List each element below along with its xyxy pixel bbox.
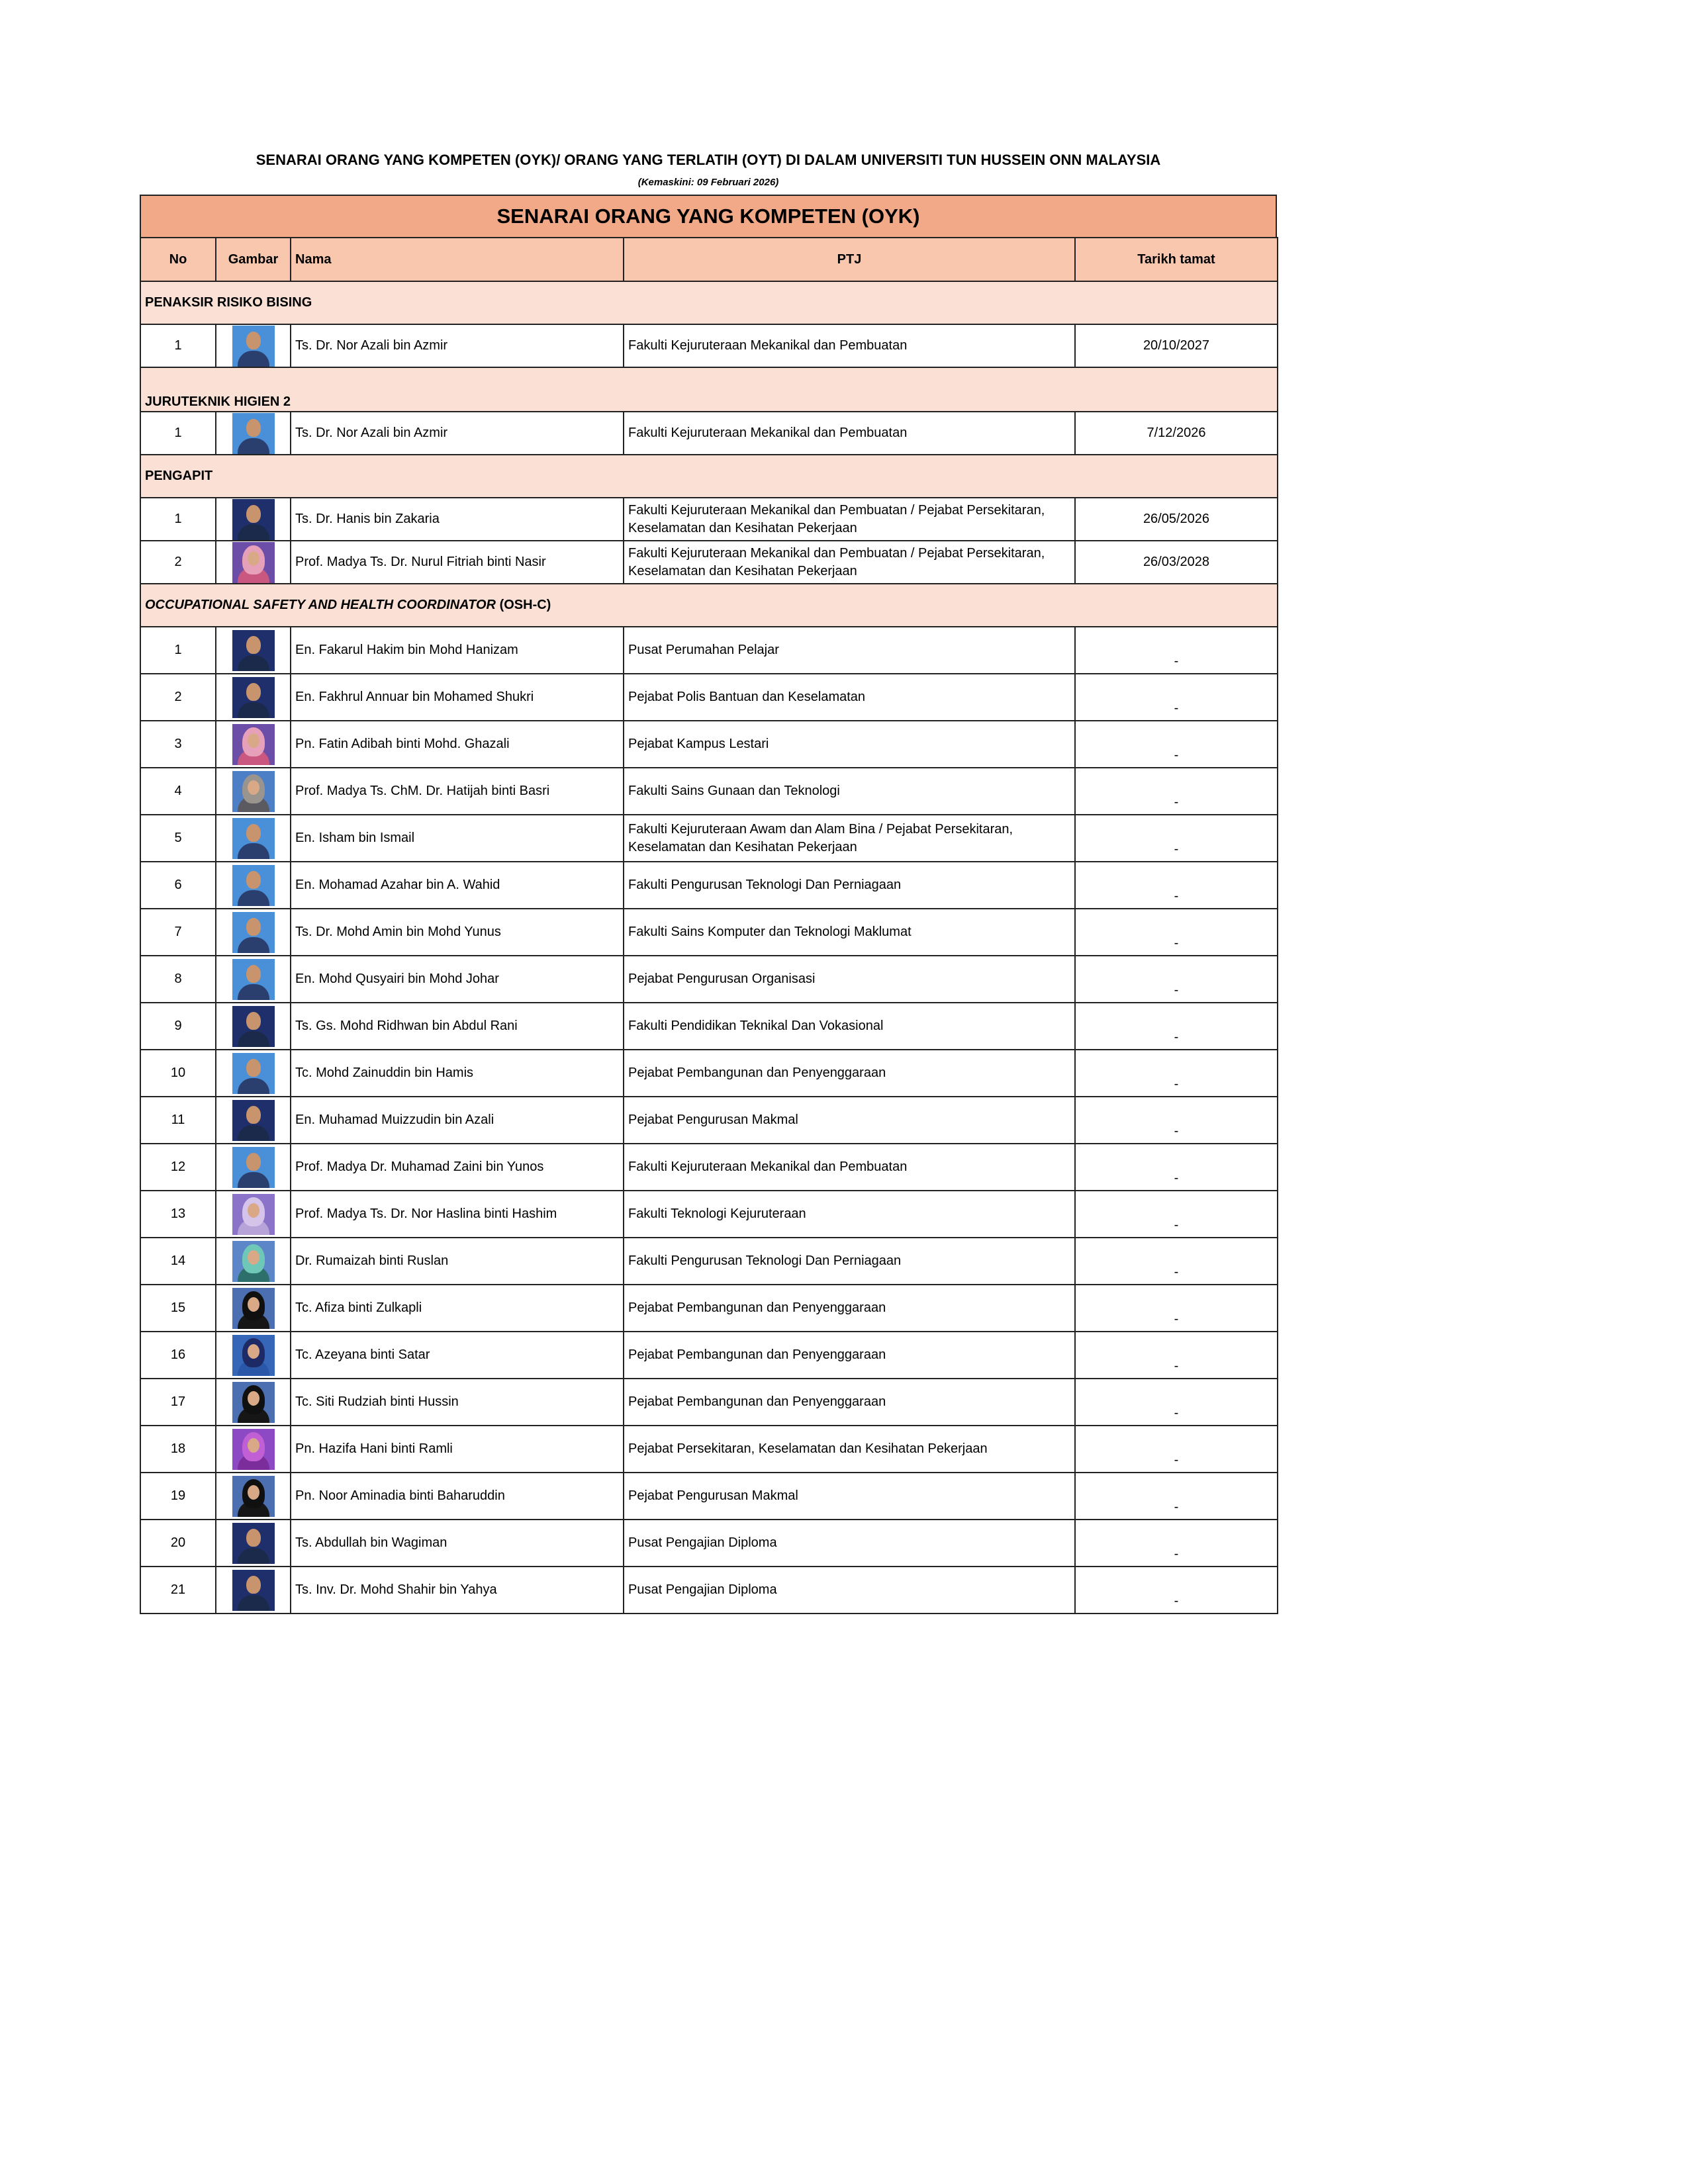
expiry-date: -	[1075, 1191, 1278, 1238]
person-name: Prof. Madya Ts. ChM. Dr. Hatijah binti Basri	[291, 768, 624, 815]
photo-cell	[216, 498, 291, 541]
column-header-row	[140, 238, 1278, 281]
table-row	[140, 1426, 1278, 1473]
photo-face-shape	[248, 1250, 259, 1265]
photo-cell	[216, 1050, 291, 1097]
section-title-suffix: (OSH-C)	[499, 598, 551, 612]
profile-photo	[232, 542, 275, 583]
photo-head-shape	[246, 1529, 261, 1547]
ptj-name: Pejabat Pengurusan Makmal	[624, 1097, 1075, 1144]
ptj-name: Fakulti Pendidikan Teknikal Dan Vokasional	[624, 1003, 1075, 1050]
row-number: 1	[140, 627, 216, 674]
profile-photo	[232, 1523, 275, 1564]
person-name: En. Fakhrul Annuar bin Mohamed Shukri	[291, 674, 624, 721]
person-name: Prof. Madya Ts. Dr. Nor Haslina binti Hashim	[291, 1191, 624, 1238]
person-name: Prof. Madya Dr. Muhamad Zaini bin Yunos	[291, 1144, 624, 1191]
section-row	[140, 281, 1278, 324]
photo-head-shape	[246, 824, 261, 842]
photo-cell	[216, 815, 291, 862]
table-row	[140, 1473, 1278, 1520]
ptj-name: Pejabat Polis Bantuan dan Keselamatan	[624, 674, 1075, 721]
photo-face-shape	[248, 1203, 259, 1218]
row-number: 2	[140, 674, 216, 721]
row-number: 14	[140, 1238, 216, 1285]
section-title: OCCUPATIONAL SAFETY AND HEALTH COORDINATOR	[145, 598, 496, 612]
photo-cell	[216, 1238, 291, 1285]
row-number: 11	[140, 1097, 216, 1144]
person-name: Pn. Fatin Adibah binti Mohd. Ghazali	[291, 721, 624, 768]
table-row	[140, 627, 1278, 674]
expiry-date: -	[1075, 956, 1278, 1003]
photo-body-shape	[238, 843, 269, 859]
section-title: PENGAPIT	[145, 469, 213, 483]
photo-head-shape	[246, 1153, 261, 1171]
profile-photo	[232, 1194, 275, 1235]
photo-head-shape	[246, 965, 261, 983]
table-row	[140, 1379, 1278, 1426]
expiry-date: -	[1075, 1238, 1278, 1285]
photo-cell	[216, 1567, 291, 1614]
ptj-name: Pejabat Pembangunan dan Penyenggaraan	[624, 1285, 1075, 1332]
row-number: 15	[140, 1285, 216, 1332]
row-number: 19	[140, 1473, 216, 1520]
table-row	[140, 541, 1278, 584]
section-row	[140, 584, 1278, 627]
photo-cell	[216, 1426, 291, 1473]
photo-body-shape	[238, 1172, 269, 1188]
expiry-date: -	[1075, 1567, 1278, 1614]
table-row	[140, 721, 1278, 768]
photo-cell	[216, 909, 291, 956]
photo-body-shape	[238, 438, 269, 454]
table-row	[140, 1332, 1278, 1379]
profile-photo	[232, 1335, 275, 1376]
profile-photo	[232, 1053, 275, 1094]
profile-photo	[232, 1006, 275, 1047]
photo-face-shape	[248, 1297, 259, 1312]
table-banner: SENARAI ORANG YANG KOMPETEN (OYK)	[140, 195, 1277, 238]
photo-head-shape	[246, 419, 261, 437]
row-number: 9	[140, 1003, 216, 1050]
photo-cell	[216, 1144, 291, 1191]
profile-photo	[232, 499, 275, 540]
expiry-date: -	[1075, 674, 1278, 721]
col-photo: Gambar	[216, 238, 291, 281]
photo-cell	[216, 956, 291, 1003]
expiry-date: -	[1075, 1285, 1278, 1332]
ptj-name: Pejabat Pengurusan Organisasi	[624, 956, 1075, 1003]
profile-photo	[232, 724, 275, 765]
table-row	[140, 768, 1278, 815]
row-number: 1	[140, 498, 216, 541]
photo-cell	[216, 1285, 291, 1332]
photo-cell	[216, 1332, 291, 1379]
ptj-name: Fakulti Kejuruteraan Mekanikal dan Pembuatan / Pejabat Persekitaran, Keselamatan dan Kesihatan Pekerjaan	[624, 498, 1075, 541]
profile-photo	[232, 1100, 275, 1141]
row-number: 7	[140, 909, 216, 956]
profile-photo	[232, 1382, 275, 1423]
photo-cell	[216, 627, 291, 674]
ptj-name: Fakulti Kejuruteraan Awam dan Alam Bina / Pejabat Persekitaran, Keselamatan dan Kesihatan Pekerjaan	[624, 815, 1075, 862]
profile-photo	[232, 326, 275, 367]
photo-body-shape	[238, 937, 269, 953]
person-name: Ts. Dr. Hanis bin Zakaria	[291, 498, 624, 541]
row-number: 13	[140, 1191, 216, 1238]
table-row	[140, 956, 1278, 1003]
ptj-name: Fakulti Sains Komputer dan Teknologi Maklumat	[624, 909, 1075, 956]
row-number: 12	[140, 1144, 216, 1191]
col-ptj: PTJ	[624, 238, 1075, 281]
person-name: En. Fakarul Hakim bin Mohd Hanizam	[291, 627, 624, 674]
table-row	[140, 1191, 1278, 1238]
updated-date: (Kemaskini: 09 Februari 2026)	[637, 177, 779, 188]
table-row	[140, 674, 1278, 721]
photo-cell	[216, 412, 291, 455]
photo-body-shape	[238, 1595, 269, 1611]
table-row	[140, 1285, 1278, 1332]
profile-photo	[232, 677, 275, 718]
oyk-sheet	[140, 195, 1277, 1614]
row-number: 6	[140, 862, 216, 909]
expiry-date: -	[1075, 1003, 1278, 1050]
photo-body-shape	[238, 655, 269, 671]
expiry-date: -	[1075, 768, 1278, 815]
ptj-name: Pejabat Pembangunan dan Penyenggaraan	[624, 1379, 1075, 1426]
photo-cell	[216, 1473, 291, 1520]
expiry-date: -	[1075, 1379, 1278, 1426]
col-expiry: Tarikh tamat	[1075, 238, 1278, 281]
photo-cell	[216, 674, 291, 721]
person-name: Ts. Dr. Mohd Amin bin Mohd Yunus	[291, 909, 624, 956]
table-row	[140, 1050, 1278, 1097]
photo-body-shape	[238, 1078, 269, 1094]
profile-photo	[232, 1429, 275, 1470]
table-row	[140, 498, 1278, 541]
table-row	[140, 324, 1278, 367]
row-number: 10	[140, 1050, 216, 1097]
document-title: SENARAI ORANG YANG KOMPETEN (OYK)/ ORANG YANG TERLATIH (OYT) DI DALAM UNIVERSITI TUN HUSSEIN ONN MALAYSIA	[256, 152, 1161, 168]
table-row	[140, 412, 1278, 455]
section-title-cell	[140, 367, 1278, 412]
photo-body-shape	[238, 890, 269, 906]
ptj-name: Fakulti Pengurusan Teknologi Dan Perniagaan	[624, 1238, 1075, 1285]
row-number: 1	[140, 324, 216, 367]
person-name: En. Mohd Qusyairi bin Mohd Johar	[291, 956, 624, 1003]
expiry-date: -	[1075, 862, 1278, 909]
ptj-name: Pusat Pengajian Diploma	[624, 1520, 1075, 1567]
person-name: Tc. Siti Rudziah binti Hussin	[291, 1379, 624, 1426]
row-number: 21	[140, 1567, 216, 1614]
expiry-date: 7/12/2026	[1075, 412, 1278, 455]
photo-head-shape	[246, 1576, 261, 1594]
ptj-name: Fakulti Sains Gunaan dan Teknologi	[624, 768, 1075, 815]
oyk-table	[140, 237, 1278, 1614]
section-title-cell	[140, 455, 1278, 498]
photo-head-shape	[246, 871, 261, 889]
photo-cell	[216, 541, 291, 584]
photo-cell	[216, 1520, 291, 1567]
ptj-name: Pejabat Kampus Lestari	[624, 721, 1075, 768]
profile-photo	[232, 771, 275, 812]
photo-body-shape	[238, 1548, 269, 1564]
photo-cell	[216, 324, 291, 367]
person-name: Ts. Dr. Nor Azali bin Azmir	[291, 324, 624, 367]
person-name: Tc. Mohd Zainuddin bin Hamis	[291, 1050, 624, 1097]
photo-face-shape	[248, 551, 259, 566]
photo-body-shape	[238, 1125, 269, 1141]
photo-face-shape	[248, 1391, 259, 1406]
profile-photo	[232, 1476, 275, 1517]
person-name: Pn. Noor Aminadia binti Baharuddin	[291, 1473, 624, 1520]
row-number: 17	[140, 1379, 216, 1426]
profile-photo	[232, 959, 275, 1000]
ptj-name: Fakulti Kejuruteraan Mekanikal dan Pembuatan / Pejabat Persekitaran, Keselamatan dan Kesihatan Pekerjaan	[624, 541, 1075, 584]
person-name: En. Muhamad Muizzudin bin Azali	[291, 1097, 624, 1144]
photo-body-shape	[238, 702, 269, 718]
row-number: 8	[140, 956, 216, 1003]
ptj-name: Fakulti Kejuruteraan Mekanikal dan Pembuatan	[624, 324, 1075, 367]
ptj-name: Fakulti Kejuruteraan Mekanikal dan Pembuatan	[624, 412, 1075, 455]
photo-face-shape	[248, 780, 259, 795]
expiry-date: -	[1075, 721, 1278, 768]
photo-face-shape	[248, 1485, 259, 1500]
person-name: Ts. Gs. Mohd Ridhwan bin Abdul Rani	[291, 1003, 624, 1050]
person-name: Ts. Abdullah bin Wagiman	[291, 1520, 624, 1567]
table-row	[140, 909, 1278, 956]
expiry-date: -	[1075, 1520, 1278, 1567]
expiry-date: -	[1075, 909, 1278, 956]
expiry-date: -	[1075, 627, 1278, 674]
col-name: Nama	[291, 238, 624, 281]
table-row	[140, 1097, 1278, 1144]
photo-body-shape	[238, 984, 269, 1000]
expiry-date: -	[1075, 1144, 1278, 1191]
photo-body-shape	[238, 524, 269, 540]
photo-head-shape	[246, 1012, 261, 1030]
ptj-name: Fakulti Kejuruteraan Mekanikal dan Pembuatan	[624, 1144, 1075, 1191]
row-number: 2	[140, 541, 216, 584]
person-name: En. Isham bin Ismail	[291, 815, 624, 862]
expiry-date: -	[1075, 815, 1278, 862]
profile-photo	[232, 1570, 275, 1611]
ptj-name: Pejabat Pengurusan Makmal	[624, 1473, 1075, 1520]
photo-head-shape	[246, 505, 261, 523]
person-name: Ts. Dr. Nor Azali bin Azmir	[291, 412, 624, 455]
expiry-date: -	[1075, 1473, 1278, 1520]
expiry-date: 20/10/2027	[1075, 324, 1278, 367]
row-number: 20	[140, 1520, 216, 1567]
photo-face-shape	[248, 1438, 259, 1453]
ptj-name: Pusat Perumahan Pelajar	[624, 627, 1075, 674]
ptj-name: Pejabat Pembangunan dan Penyenggaraan	[624, 1050, 1075, 1097]
person-name: Tc. Afiza binti Zulkapli	[291, 1285, 624, 1332]
photo-body-shape	[238, 351, 269, 367]
expiry-date: -	[1075, 1426, 1278, 1473]
table-row	[140, 1238, 1278, 1285]
row-number: 3	[140, 721, 216, 768]
photo-cell	[216, 1191, 291, 1238]
profile-photo	[232, 818, 275, 859]
profile-photo	[232, 912, 275, 953]
person-name: Tc. Azeyana binti Satar	[291, 1332, 624, 1379]
profile-photo	[232, 413, 275, 454]
col-no: No	[140, 238, 216, 281]
photo-cell	[216, 721, 291, 768]
table-row	[140, 815, 1278, 862]
ptj-name: Fakulti Teknologi Kejuruteraan	[624, 1191, 1075, 1238]
person-name: Prof. Madya Ts. Dr. Nurul Fitriah binti Nasir	[291, 541, 624, 584]
expiry-date: -	[1075, 1097, 1278, 1144]
photo-head-shape	[246, 1059, 261, 1077]
ptj-name: Pejabat Persekitaran, Keselamatan dan Kesihatan Pekerjaan	[624, 1426, 1075, 1473]
row-number: 4	[140, 768, 216, 815]
row-number: 1	[140, 412, 216, 455]
row-number: 5	[140, 815, 216, 862]
profile-photo	[232, 630, 275, 671]
ptj-name: Pusat Pengajian Diploma	[624, 1567, 1075, 1614]
table-row	[140, 1003, 1278, 1050]
photo-face-shape	[248, 733, 259, 748]
photo-head-shape	[246, 918, 261, 936]
table-body	[140, 281, 1278, 1614]
photo-cell	[216, 862, 291, 909]
table-row	[140, 1144, 1278, 1191]
photo-head-shape	[246, 683, 261, 701]
row-number: 18	[140, 1426, 216, 1473]
section-title-cell	[140, 281, 1278, 324]
expiry-date: -	[1075, 1332, 1278, 1379]
profile-photo	[232, 1288, 275, 1329]
table-row	[140, 1520, 1278, 1567]
row-number: 16	[140, 1332, 216, 1379]
section-title: JURUTEKNIK HIGIEN 2	[145, 394, 291, 409]
photo-head-shape	[246, 1106, 261, 1124]
section-row	[140, 455, 1278, 498]
photo-face-shape	[248, 1344, 259, 1359]
photo-head-shape	[246, 332, 261, 349]
photo-cell	[216, 768, 291, 815]
person-name: En. Mohamad Azahar bin A. Wahid	[291, 862, 624, 909]
person-name: Pn. Hazifa Hani binti Ramli	[291, 1426, 624, 1473]
expiry-date: 26/03/2028	[1075, 541, 1278, 584]
photo-cell	[216, 1003, 291, 1050]
ptj-name: Pejabat Pembangunan dan Penyenggaraan	[624, 1332, 1075, 1379]
profile-photo	[232, 1241, 275, 1282]
expiry-date: -	[1075, 1050, 1278, 1097]
person-name: Ts. Inv. Dr. Mohd Shahir bin Yahya	[291, 1567, 624, 1614]
photo-head-shape	[246, 636, 261, 654]
photo-cell	[216, 1379, 291, 1426]
profile-photo	[232, 865, 275, 906]
photo-body-shape	[238, 1031, 269, 1047]
photo-cell	[216, 1097, 291, 1144]
profile-photo	[232, 1147, 275, 1188]
ptj-name: Fakulti Pengurusan Teknologi Dan Perniagaan	[624, 862, 1075, 909]
section-row	[140, 367, 1278, 412]
expiry-date: 26/05/2026	[1075, 498, 1278, 541]
section-title: PENAKSIR RISIKO BISING	[145, 295, 312, 310]
table-row	[140, 862, 1278, 909]
section-title-cell	[140, 584, 1278, 627]
table-row	[140, 1567, 1278, 1614]
person-name: Dr. Rumaizah binti Ruslan	[291, 1238, 624, 1285]
